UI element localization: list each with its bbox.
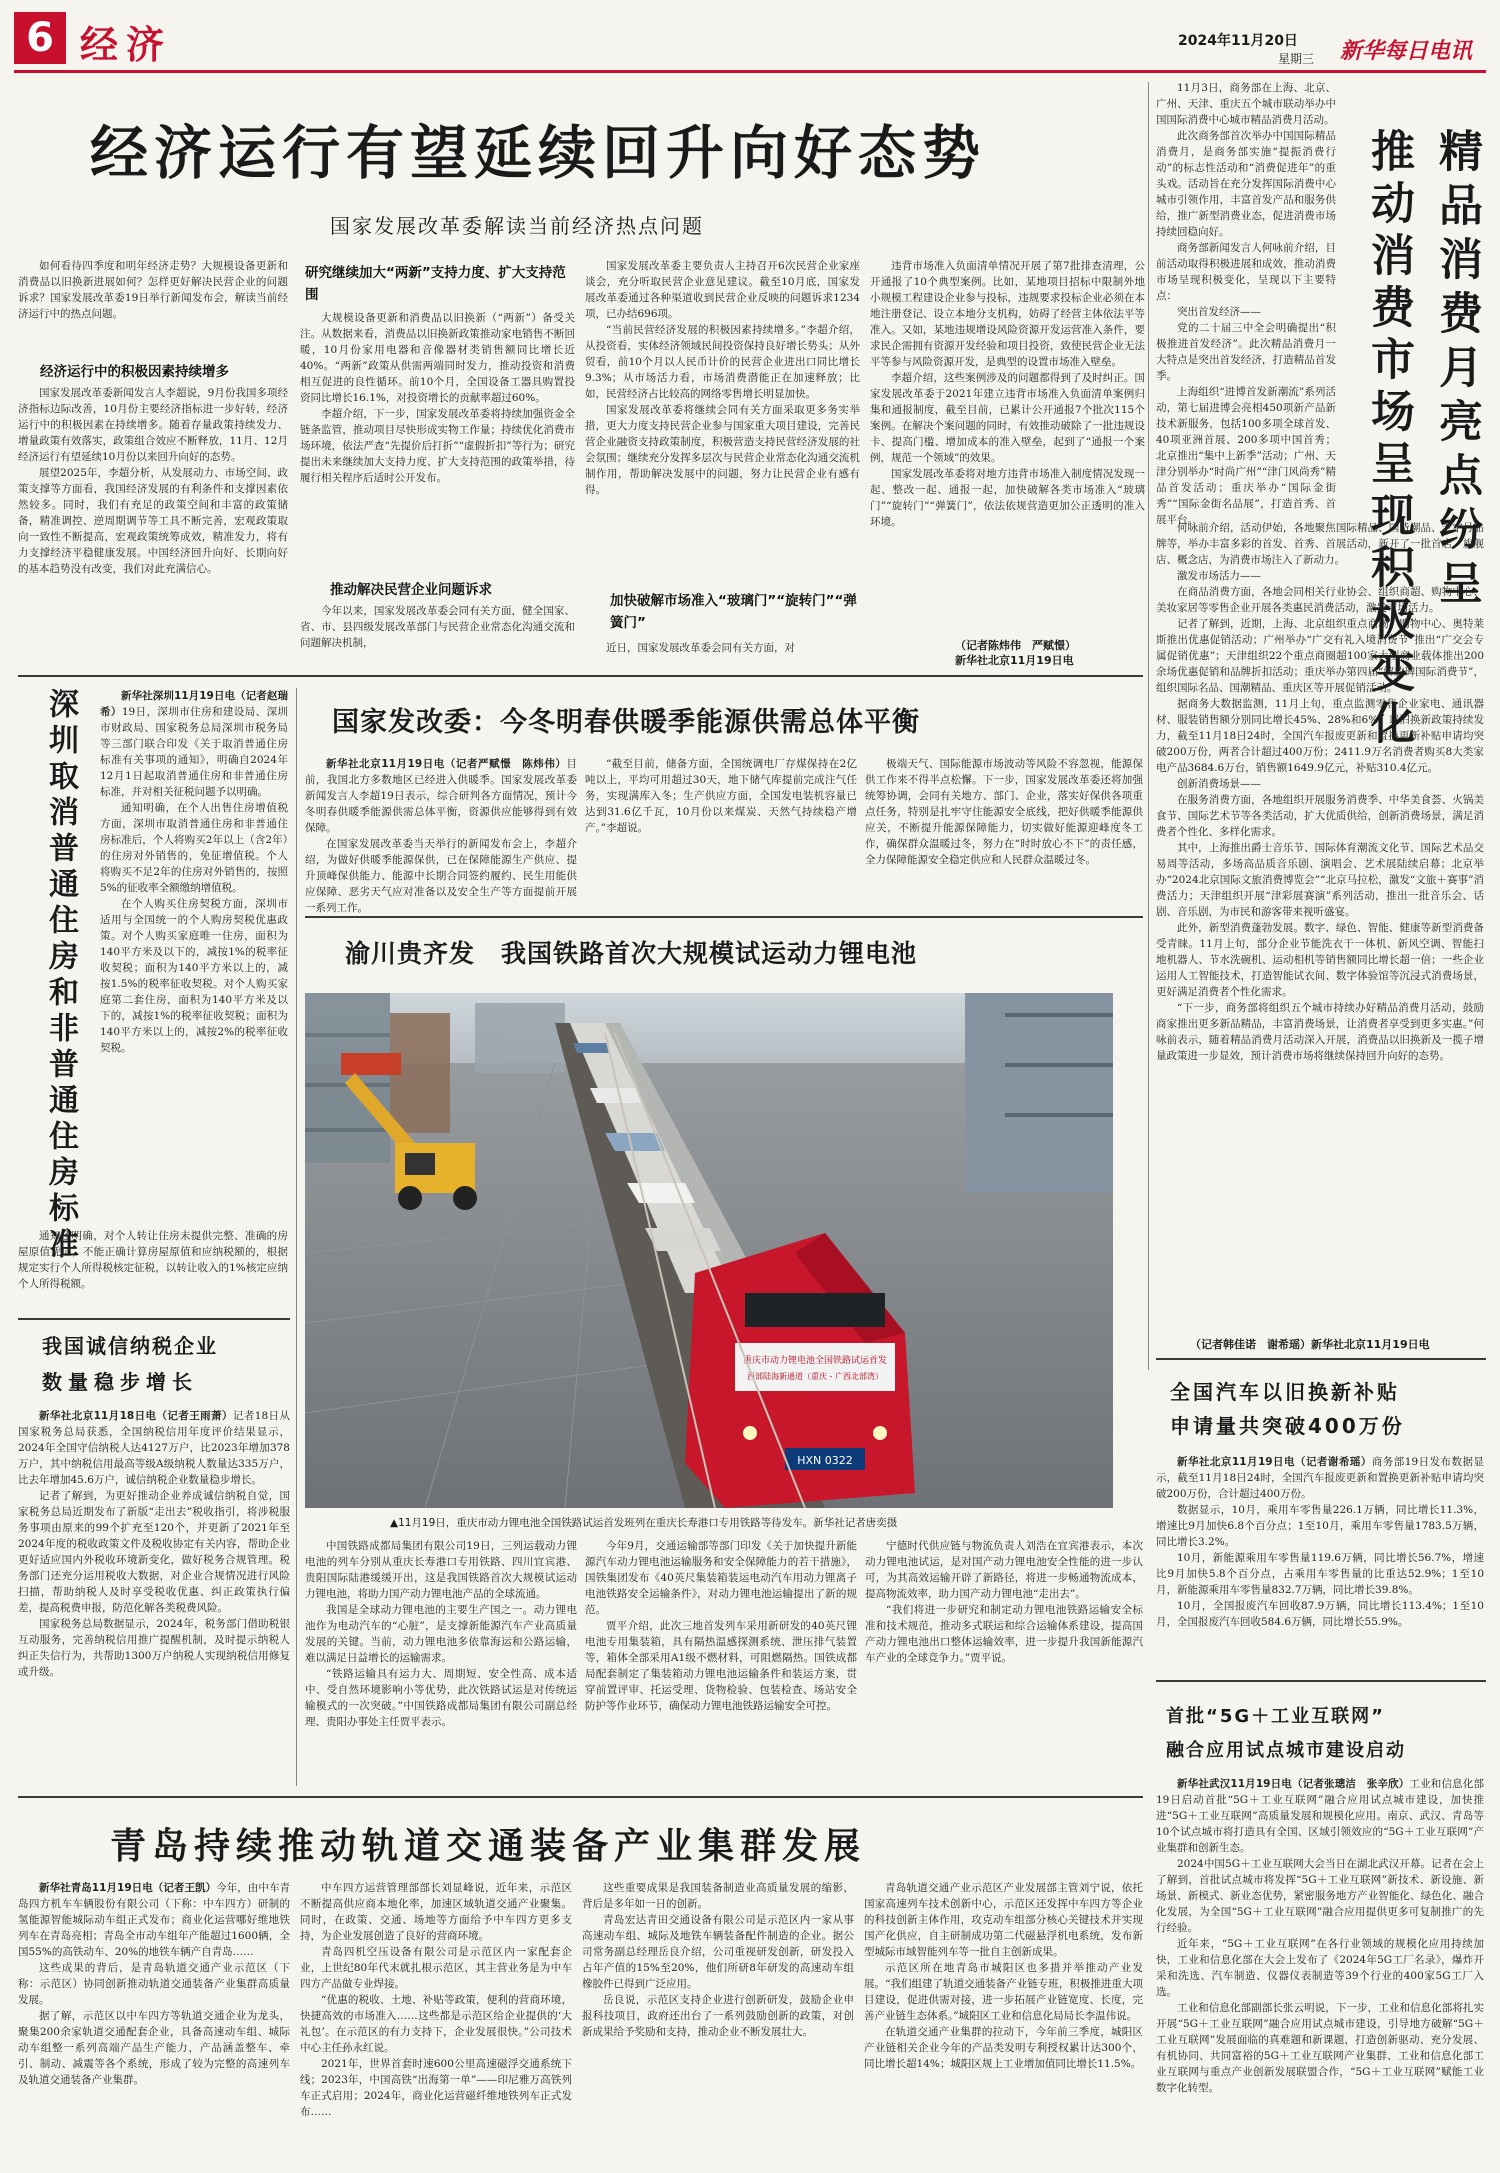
consumer-title-right: 精品消费月亮点纷呈 bbox=[1431, 128, 1482, 614]
lead-heading-4: 加快破解市场准入“玻璃门”“旋转门”“弹簧门” bbox=[610, 593, 857, 631]
rail-title: 渝川贵齐发 我国铁路首次大规模试运动力锂电池 bbox=[345, 939, 918, 968]
consumer-body-top: 11月3日，商务部在上海、北京、广州、天津、重庆五个城市联动举办中国国际消费中心城市精品消费月活动。 此次商务部首次举办中国国际精品消费月，是商务部实施“提振消费行动”的标志性活动和“消费促进年”的重头戏。活动旨在充分发挥国际消费中心城市引领作用，丰富首发产品和服务供给，推广新型消费业态，促进消费市场持续回稳向好。 商务部新闻发言人何咏前介绍，目前活动取得积极进展和成效，推动消费市场呈现积极变化，呈现以下主要特点： 突出首发经济—— 党的二十届三中全会明确提出“积极推进首发经济”。此次精品消费月一大特点是突出首发经济，打造精品首发季。 上海组织“进博首发新潮流”系列活动，第七届进博会亮相450项新产品新技术新服务，包括100多项全球首发、40项亚洲首展、200多项中国首秀；北京推出“集中上新季”活动；广州、天津分别举办“时尚广州”“津门风尚秀”精品首发活动；重庆举办“国际金街秀”“国际金街名品展”，打造首秀、首展平台。 bbox=[1156, 82, 1336, 526]
shenzhen-body: 新华社深圳11月19日电（记者赵瑞希）19日，深圳市住房和建设局、深圳市财政局、国家税务总局深圳市税务局等三部门联合印发《关于取消普通住房标准有关事项的通知》，明确自2024年12月1日起取消普通住房和非普通住房标准，并对相关征税问题予以明确。 通知明确，在个人出售住房增值税方面，深圳市取消普通住房和非普通住房标准后，个人将购买2年以上（含2年）的住房对外销售的，免征增值税。个人将购买不足2年的住房对外销售的，按照5%的征收率全额缴纳增值税。 在个人购买住房契税方面，深圳市适用与全国统一的个人购房契税优惠政策。对个人购买家庭唯一住房，面积为140平方米及以下的，减按1%的税率征收契税；面积为140平方米以上的，减按1.5%的税率征收契税。对个人购买家庭第二套住房，面积为140平方米及以下的，减按1%的税率征收契税；面积为140平方米以上的，减按2%的税率征收契税。 bbox=[100, 690, 288, 1054]
tax-title-2: 数量稳步增长 bbox=[42, 1370, 198, 1394]
qingdao-col-c: 这些重要成果是我国装备制造业高质量发展的缩影，背后是多年如一日的创新。 青岛宏达青田交通设备有限公司是示范区内一家从事高速动车组、城际及地铁车辆装备配件制造的企业。据公司常务副总经理岳良介绍，公司重视研发创新，研发投入占年产值的15%至20%，他们所研8年研发的高速动车组橡胶件已得到广泛应用。 岳良说，示范区支持企业进行创新研发，鼓励企业申报科技项目，政府还出台了一系列鼓励创新的政策，对创新成果给予奖励和支持，推动企业不断发展壮大。 bbox=[582, 1882, 854, 2038]
consumer-divider bbox=[1148, 82, 1149, 1370]
consumer-bottom-rule bbox=[1156, 1358, 1486, 1360]
lead-subtitle: 国家发展改革委解读当前经济热点问题 bbox=[330, 214, 704, 238]
left-column-divider bbox=[296, 688, 297, 1786]
lead-intro: 如何看待四季度和明年经济走势？大规模设备更新和消费品以旧换新进展如何？怎样更好解决民营企业的问题诉求？国家发展改革委19日举行新闻发布会，解读当前经济运行中的热点问题。 bbox=[18, 260, 288, 320]
lead-heading-1: 经济运行中的积极因素持续增多 bbox=[40, 364, 229, 380]
consumer-byline: （记者韩佳诺 谢希瑶）新华社北京11月19日电 bbox=[1190, 1338, 1430, 1351]
rail-photo-art bbox=[305, 993, 1113, 1508]
consumer-title-left: 推动消费市场呈现积极变化 bbox=[1363, 128, 1414, 752]
lead-title: 经济运行有望延续回升向好态势 bbox=[90, 119, 987, 187]
section-name: 经济 bbox=[80, 23, 173, 67]
lead-col4: 违背市场准入负面清单情况开展了第7批排查清理，公开通报了10个典型案例。比如，某地项目招标中限制外地小规模工程建设企业参与投标，违规要求投标企业必须在本地注册登记、设立本地分支机构，妨碍了经营主体依法平等准入。又如，某地违规增设风险资源开发运营准入条件，要求民企需拥有资源开发经验和项目投资，致使民营企业无法平等参与风险资源开发，是典型的设置市场准入壁垒。 李超介绍，这些案例涉及的问题都得到了及时纠正。国家发展改革委于2021年建立违背市场准入负面清单案例归集和通报制度，截至目前，已累计公开通报7个批次115个案例。在解决个案问题的同时，有效推动破除了一批违规设卡、提高门槛、增加成本的准入壁垒，起到了“通报一个案例，规范一个领域”的效果。 国家发展改革委将对地方违背市场准入制度情况发现一起、整改一起、通报一起，加快破解各类市场准入“玻璃门”“旋转门”“弹簧门”，依法依规营造更加公正透明的准入环境。 bbox=[870, 260, 1145, 528]
page-number-box bbox=[14, 12, 66, 64]
shenzhen-body-end: 通知还明确，对个人转让住房未提供完整、准确的房屋原值凭证，不能正确计算房屋原值和应纳税额的，根据规定实行个人所得税核定征税，以转让收入的1%核定应纳个人所得税额。 bbox=[18, 1230, 288, 1290]
consumer-body: 何咏前介绍，活动伊始，各地聚焦国际精品、国货潮品、老字号品牌等，举办丰富多彩的首发、首秀、首展活动，新开了一批首店、旗舰店、概念店，为消费市场注入了新动力。 激发市场活力—— 在商品消费方面，各地会同相关行业协会、组织商超、购物中心、美妆家居等零售企业开展各类惠民消费活动，激发市场活力。 记者了解到，近期，上海、北京组织重点商场、购物中心、奥特莱斯推出优惠促销活动；广州举办“广交有礼入境消费节”推出“广交会专属促销优惠”；天津组织22个重点商圈超100家大型商业载体推出200余场优惠促销和品牌折扣活动；重庆举办第四届“解放碑国际消费节”，组织国际名品、国潮精品、重庆区等开展促销活动。 据商务大数据监测，11月上旬，重点监测零售企业家电、通讯器材、服装销售额分别同比增长45%、28%和6%。以旧换新政策持续发力，截至11月18日24时，全国汽车报废更新和置换更新补贴申请均突破200万份，两者合计超过400万份；2411.9万名消费者购买8大类家电产品3684.6万台，销售额1649.9亿元，补贴310.4亿元。 创新消费场景—— 在服务消费方面，各地组织开展服务消费季、中华美食荟、火锅美食节、国际艺术节等各类活动，扩大优质供给，创新消费场景，满足消费者个性化、多样化需求。 其中，上海推出爵士音乐节、国际体育潮流文化节、国际艺术品交易周等活动，多场高品质音乐剧、演唱会、艺术展陆续启幕；北京举办“2024北京国际文旅消费博览会”“北京马拉松，激发“文旅＋赛事”消费活力；天津组织开展“津彩展赛演”系列活动，推出一批音乐会、话剧、音乐剧，为市民和游客带来视听盛宴。 此外，新型消费蓬勃发展。数字、绿色、智能、健康等新型消费备受青睐。11月上旬，部分企业节能洗衣干一体机、新风空调、智能扫地机器人、节水洗碗机、运动相机等销售额同比增长超一倍；一些企业运用人工智能技术，打造智能试衣间、数字体验馆等沉浸式消费场景，更好满足消费者个性化需求。 “下一步，商务部将组织五个城市持续办好精品消费月活动，鼓励商家推出更多新品精品，丰富消费场景，让消费者享受到更多实惠。”何咏前表示，随着精品消费月活动深入开展，消费品以旧换新及一揽子增量政策进一步显效，预计消费市场将继续保持回升向好的态势。 bbox=[1156, 522, 1484, 1062]
lead-source: 新华社北京11月19日电 bbox=[955, 654, 1074, 667]
lead-col3b: 近日，国家发展改革委会同有关方面，对 bbox=[606, 642, 795, 654]
masthead-rule bbox=[14, 70, 1486, 73]
page-number: 6 bbox=[26, 15, 54, 61]
energy-bottom-rule bbox=[305, 916, 1143, 918]
lead-col3: 国家发展改革委主要负责人主持召开6次民营企业家座谈会，充分听取民营企业意见建议。截至10月底，国家发展改革委通过各种渠道收到民营企业反映的问题诉求1234项，已办结696项。 “当前民营经济发展的积极因素持续增多。”李超介绍，从投资看，实体经济领域民间投资保持良好增长势头；从外贸看，前10个月以人民币计价的民营企业进出口同比增长9.3%；从市场活力看，市场消费潜能正在加速释放；比如，民营经济占比较高的网络零售增长明显加快。 国家发展改革委将继续会同有关方面采取更多务实举措，更大力度支持民营企业参与国家重大项目建设，完善民营企业融资支持政策制度，积极营造支持民营经济发展的社会氛围；继续充分发挥多层次与民营企业常态化沟通交流机制作用，帮助解决发展中的问题，努力让民营企业有感有得。 bbox=[585, 260, 860, 496]
brand-logo: 新华每日电讯 bbox=[1340, 38, 1473, 64]
auto-body: 新华社北京11月19日电（记者谢希瑶）商务部19日发布数据显示，截至11月18日24时，全国汽车报废更新和置换更新补贴申请均突破200万份，合计超过400万份。 数据显示，10月，乘用车零售量226.1万辆，同比增长11.3%，增速比9月加快6.8个百分点；1至10月，乘用车零售量1783.5万辆，同比增长3.2%。 10月，新能源乘用车零售量119.6万辆，同比增长56.7%，增速比9月加快5.8个百分点，占乘用车零售量的比重达52.9%；1至10月，新能源乘用车零售量832.7万辆，同比增长39.8%。 10月，全国报废汽车回收87.9万辆，同比增长113.4%；1至10月，全国报废汽车回收584.6万辆，同比增长55.9%。 bbox=[1156, 1456, 1484, 1628]
industry-body: 新华社武汉11月19日电（记者张璁洁 张辛欣）工业和信息化部19日启动首批“5G＋工业互联网”融合应用试点城市建设，加快推进“5G＋工业互联网”高质量发展和规模化应用。南京、武汉、青岛等10个试点城市将打造具有全国、区域引领效应的“5G＋工业互联网”产业集群和创新生态。 2024中国5G＋工业互联网大会当日在湖北武汉开幕。记者在会上了解到，首批试点城市将发挥“5G＋工业互联网”新技术、新设施、新场景、新模式、新业态优势，紧密服务地方产业智能化、绿色化、融合化发展，为全国“5G＋工业互联网”融合应用提供更多可复制推广的先行经验。 近年来，“5G＋工业互联网”在各行业领域的规模化应用持续加快，工业和信息化部在大会上发布了《2024年5G工厂名录》，爆炸开采和洗选、汽车制造、仪器仪表制造等39个行业的400家5G工厂入选。 工业和信息化部副部长张云明说，下一步，工业和信息化部将扎实开展“5G＋工业互联网”融合应用试点城市建设，引导地方破解“5G＋工业互联网”发展面临的真难题和新课题，打造创新驱动、充分发展、有机协同、共同富裕的5G＋工业互联网产业集群、工业和信息化部工业互联网与重点产业创新发展联盟合作，“5G＋工业互联网”赋能工业数字化转型。 bbox=[1156, 1778, 1484, 2094]
loco-number: HXN 0322 bbox=[797, 1454, 853, 1467]
lead-byline: （记者陈炜伟 严赋憬） bbox=[955, 639, 1076, 652]
lead-heading-2: 研究继续加大“两新”支持力度、扩大支持范围 bbox=[305, 265, 566, 303]
qingdao-top-rule bbox=[18, 1796, 1143, 1798]
issue-date: 2024年11月20日 bbox=[1178, 33, 1298, 49]
lead-col2b: 今年以来，国家发展改革委会同有关方面，健全国家、省、市、县四级发展改革部门与民营企业常态化沟通交流和问题解决机制， bbox=[300, 605, 575, 649]
shenzhen-title: 深圳取消普通住房和非普通住房标准 bbox=[43, 688, 78, 1264]
auto-title-2: 申请量共突破400万份 bbox=[1170, 1414, 1405, 1438]
qingdao-col-b: 中车四方运营管理部部长刘显峰说，近年来，示范区不断提高供应商本地化率，加速区域轨道交通产业聚集。同时，在政策、交通、场地等方面给予中车四方更多支持，为企业发展创造了良好的营商环境。 青岛四机空压设备有限公司是示范区内一家配套企业，上世纪80年代末就扎根示范区，其主营业务是为中车四方产品做专业焊接。 “优惠的税收、土地、补贴等政策，便利的营商环境，快捷高效的市场准入……这些都是示范区给企业提供的‘大礼包’。在示范区的有力支持下，企业发展很快。”公司技术中心主任孙永红说。 2021年，世界首套时速600公里高速磁浮交通系统下线；2023年，中国高铁“出海第一单”——印尼雅万高铁列车正式启用；2024年，商业化运营磁纤维地铁列车正式发布…… bbox=[300, 1882, 572, 2118]
lead-heading-3: 推动解决民营企业问题诉求 bbox=[330, 582, 492, 598]
lead-bottom-rule bbox=[18, 675, 1143, 677]
rail-col-c: 宁德时代供应链与物流负责人刘浩在宜宾港表示，本次动力锂电池试运，是对国产动力锂电池安全性能的进一步认可，为其高效运输开辟了新路径，将进一步畅通物流成本，提高物流效率，助力国产动力锂电池“走出去”。 “我们将进一步研究和制定动力锂电池铁路运输安全标准和技术规范，推动多式联运和综合运输体系建设，提高国产动力锂电池出口整体运输效率，进一步提升我国新能源汽车产业的全球竞争力。”贾平说。 bbox=[865, 1540, 1143, 1664]
lead-col2: 大规模设备更新和消费品以旧换新（“两新”）备受关注。从数据来看，消费品以旧换新政策推动家电销售不断回暖，10月份家用电器和音像器材类销售额同比增长近40%。“两新”政策从供需两端同时发力，推动投资和消费相互促进的良性循环。前10个月，全国设备工器具购置投资同比增长16.1%，对投资增长的贡献率超过60%。 李超介绍，下一步，国家发展改革委将持续加强资金全链条监管，推动项目尽快形成实物工作量；持续优化消费市场环境，依法严查“先提价后打折”“虚假折扣”等行为；研究提出未来继续加大支持力度、扩大支持范围的政策举措，待履行相关程序后适时公开发布。 bbox=[300, 312, 575, 484]
rail-col-b: 今年9月，交通运输部等部门印发《关于加快提升新能源汽车动力锂电池运输服务和安全保障能力的若干措施》，国铁集团发布《40英尺集装箱装运电动汽车用动力锂离子电池铁路安全运输条件》，对动力锂电池运输提出了新的规范。 贾平介绍，此次三地首发列车采用新研发的40英尺锂电池专用集装箱，具有隔热温感探测系统、泄压排气装置等，箱体全部采用A1级不燃材料，可阻燃隔热。国铁成都局配套制定了集装箱动力锂电池运输条件和装运方案，贯穿前置评审、托运受理、货物检验、包装检查、场站安全防护等作业环节，确保动力锂电池铁路运输安全可控。 bbox=[585, 1540, 857, 1712]
tax-body: 新华社北京11月18日电（记者王雨萧）记者18日从国家税务总局获悉，全国纳税信用年度评价结果显示，2024年全国守信纳税人达4127万户，比2023年增加378万户，其中纳税信用最高等级A级纳税人数量达335万户，比去年增加45.6万户，诚信纳税企业数量稳步增长。 记者了解到，为更好推动企业养成诚信纳税自觉，国家税务总局近期发布了新版“走出去”税收指引，将涉税服务事项由原来的99个扩充至120个，并更新了2021年至2024年度的税收政策文件及税收协定有关内容，帮助企业更好适应国内外税收环境新变化，做好税务合规管理。税务部门还充分运用税收大数据，对企业合规情况进行风险扫描，帮助纳税人及时享受税收优惠、纠正政策执行偏差，提高税费申报，防范化解各类税费风险。 国家税务总局数据显示，2024年，税务部门借助税银互动服务，完善纳税信用推广提醒机制，及时提示纳税人纠正失信行为，共帮助1300万户纳税人实现纳税信用修复或升级。 bbox=[18, 1410, 290, 1678]
loco-banner-line-1: 重庆市动力锂电池全国铁路试运首发 bbox=[742, 1356, 888, 1366]
energy-title: 国家发改委：今冬明春供暖季能源供需总体平衡 bbox=[332, 707, 920, 738]
rail-photo-caption: ▲11月19日，重庆市动力锂电池全国铁路试运首发班列在重庆长寿港口专用铁路等待发车。新华社记者唐奕摄 bbox=[390, 1517, 898, 1529]
industry-title-1: 首批“5G＋工业互联网” bbox=[1166, 1706, 1385, 1727]
energy-col-a: 新华社北京11月19日电（记者严赋憬 陈炜伟）目前，我国北方多数地区已经进入供暖季。国家发展改革委新闻发言人李超19日表示，综合研判各方面情况，预计今冬明春供暖季能源供需总体平衡，资源供应能够得到有效保障。 在国家发展改革委当天举行的新闻发布会上，李超介绍，为做好供暖季能源保供，已在保障能源生产供应、提升顶峰保供能力、能源中长期合同签约履约、民生用能供应保障、恶劣天气应对准备以及安全生产等方面提前开展一系列工作。 bbox=[305, 758, 577, 914]
loco-banner-line-2: 西部陆海新通道（重庆 - 广西北部湾） bbox=[747, 1372, 883, 1381]
shenzhen-bottom-rule bbox=[18, 1318, 290, 1320]
qingdao-col-d: 青岛轨道交通产业示范区产业发展部主管刘宁说，依托国家高速列车技术创新中心，示范区还发挥中车四方等企业的科技创新主体作用，攻克动车组部分核心关键技术并实现国产化供应，自主研制成功第二代磁悬浮机电系统，发布新型城际市域智能列车等一批自主创新成果。 示范区所在地青岛市城阳区也多措并举推动产业发展。“我们组建了轨道交通装备产业链专班，积极推进重大项目建设，促进供需对接，进一步拓展产业链宽度、长度，完善产业链生态体系。”城阳区工业和信息化局局长李温伟说。 在轨道交通产业集群的拉动下，今年前三季度，城阳区产业链相关企业今年的产品类发明专利授权累计达300个，同比增长超14%；城阳区规上工业增加值同比增长11.5%。 bbox=[864, 1882, 1143, 2070]
auto-bottom-rule bbox=[1156, 1680, 1486, 1682]
qingdao-col-a: 新华社青岛11月19日电（记者王凯）今年，由中车青岛四方机车车辆股份有限公司（下称：中车四方）研制的氢能源智能城际动车组正式发布；商业化运营哪好维地铁列车在青岛亮相；青岛全市动车组年产能超过1600辆，全国55%的高铁动车、20%的地铁车辆产自青岛…… 这些成果的背后，是青岛轨道交通产业示范区（下称：示范区）协同创新推动轨道交通装备产业集群高质量发展。 据了解，示范区以中车四方等轨道交通企业为龙头，聚集200余家轨道交通配套企业，具备高速动车组、城际动车组整一系列高端产品生产能力，产品涵盖整车、牵引、制动、减震等各个系统，形成了较为完整的高速列车及轨道交通装备产业集群。 bbox=[18, 1882, 291, 2086]
rail-col-a: 中国铁路成都局集团有限公司19日，三列运载动力锂电池的列车分别从重庆长寿港口专用铁路、四川宜宾港、贵阳国际陆港缓缓开出，这是我国铁路首次大规模试运动力锂电池，将助力国产动力锂电池产品的全球流通。 我国是全球动力锂电池的主要生产国之一。动力锂电池作为电动汽车的“心脏”，是支撑新能源汽车产业高质量发展的关键。当前，动力锂电池多依靠海运和公路运输，难以满足日益增长的运输需求。 “铁路运输具有运力大、周期短、安全性高、成本适中、受自然环境影响小等优势，此次铁路试运是对传统运输模式的一次突破。”中国铁路成都局集团有限公司副总经理、贵阳办事处主任贾平表示。 bbox=[305, 1540, 577, 1728]
tax-title-1: 我国诚信纳税企业 bbox=[42, 1334, 218, 1358]
energy-col-c: 极端天气、国际能源市场波动等风险不容忽视，能源保供工作来不得半点松懈。下一步，国家发展改革委还将加强统筹协调，会同有关地方、部门、企业，落实好保供各项重点任务，特别是扎牢守住能源安全底线，把好供暖季能源供应关，不断提升能源保障能力，切实做好能源迎峰度冬工作，确保群众温暖过冬，努力在“时时放心不下”的责任感，全力保障能源安全稳定供应和人民群众温暖过冬。 bbox=[865, 758, 1143, 866]
energy-col-b: “截至目前，储备方面，全国统调电厂存煤保持在2亿吨以上，平均可用超过30天，地下储气库提前完成注气任务，实现满库入冬；生产供应方面，全国发电装机容量已达到31.6亿千瓦，10月份以来煤炭、天然气持续稳产增产。”李超说。 bbox=[585, 758, 857, 834]
auto-title-1: 全国汽车以旧换新补贴 bbox=[1170, 1380, 1400, 1404]
issue-weekday: 星期三 bbox=[1278, 52, 1315, 66]
rail-photo bbox=[305, 993, 1113, 1508]
industry-title-2: 融合应用试点城市建设启动 bbox=[1166, 1740, 1406, 1761]
qingdao-title: 青岛持续推动轨道交通装备产业集群发展 bbox=[110, 1826, 867, 1867]
lead-col1: 国家发展改革委新闻发言人李超说，9月份我国多项经济指标边际改善，10月份主要经济指标进一步好转，经济运行中的积极因素在持续增多。随着存量政策持续发力、增量政策有效落实，政策组合效应不断释放，11月、12月经济运行有望延续10月份以来回升向好的态势。 展望2025年，李超分析，从发展动力、市场空间、政策支撑等方面看，我国经济发展的有利条件和支撑因素依然较多。同时，我们有充足的政策空间和丰富的政策储备，精准调控、逆周期调节等工具不断完善，宏观政策取向一致性不断提高，宏观政策统筹成效，精准发力，将有力支撑经济平稳健康发展。中国经济回升向好、长期向好的基本趋势没有改变，我们对此充满信心。 bbox=[18, 387, 288, 575]
